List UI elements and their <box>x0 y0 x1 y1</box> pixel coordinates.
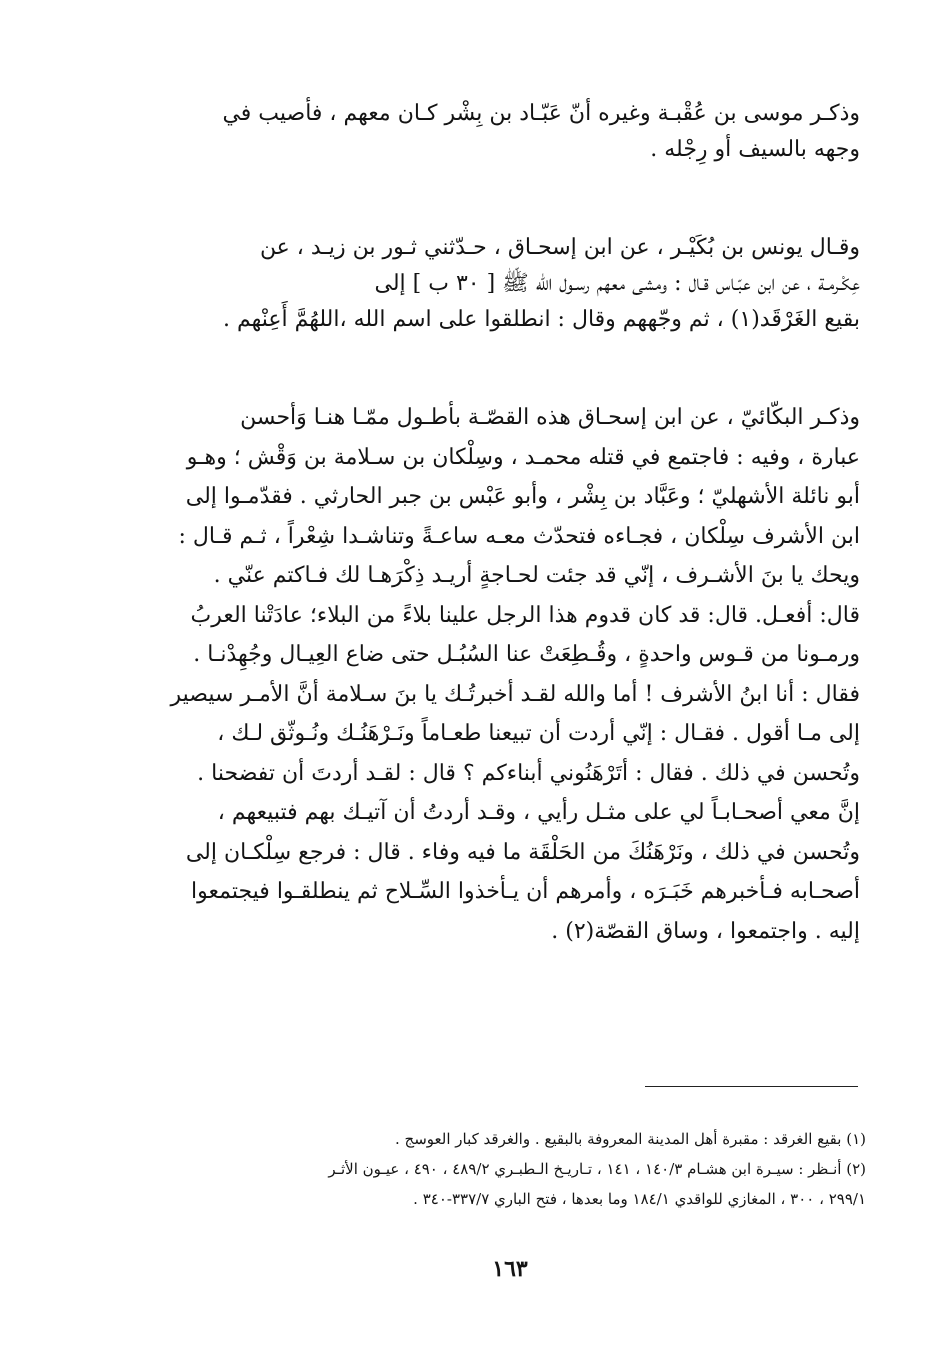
text-line: وجهه بالسيف أو رِجْله . <box>650 137 860 162</box>
text-line: وتُحسن في ذلك . فقال : أتَرْهَنُوني أبناءكم ؟ قال : لقـد أردتَ أن تفضحنا . <box>197 760 860 786</box>
text-line: وذكـر البكّائيّ ، عن ابن إسحـاق هذه القصّـة بأطـول ممّـا هنـا وَأحسن <box>240 405 860 430</box>
paragraph-1 <box>160 96 860 168</box>
text-line: فقال : أنا ابنُ الأشرف ! أما والله لقـد أخبرتُـك يا بنَ سـلامة أنَّ الأمـر سيصير <box>170 681 860 707</box>
text-line: قال: أفعـل. قال: قد كان قدوم هذا الرجل علينا بلاءً من البلاء؛ عادَتْنا العربُ <box>190 602 860 628</box>
text-line: ابن الأشرف سِلْكان ، فجـاءه فتحدّث معـه ساعـةً وتناشـدا شِعْراً ، ثـم قـال : <box>178 523 860 549</box>
text-line: وقـال يونس بن بُكَيْـر ، عن ابن إسحـاق ، حـدّثني ثـور بن زيـد ، عن <box>259 235 860 260</box>
paragraph-3 <box>160 398 860 951</box>
text-line: أبو نائلة الأشهليّ ؛ وعَبَّاد بن بِشْر ، وأبو عَبْس بن جبر الحارثي . فقدّمـوا إلى <box>185 484 860 509</box>
text-line: وذكـر موسى بن عُقْبـة وغيره أنّ عَبّـاد بن بِشْر كـان معهم ، فأصيب في <box>222 101 860 126</box>
footnote-separator <box>645 1086 858 1087</box>
text-line: إنَّ معي أصحـابـاً لي على مثـل رأيي ، وقـد أردتُ أن آتيـك بهم فتبيعهم ، <box>217 800 860 825</box>
text-line: عِكْـرمـة ، عن ابن عبّـاس قـال : ومشى معهم رسـول الله ﷺ [ ٣٠ ب ] إلى <box>374 271 860 296</box>
paragraph-2 <box>160 230 860 338</box>
footnotes <box>160 1124 866 1214</box>
footnote-line: (٢) أنـظر : سيـرة ابن هشـام ١٤٠/٣ ، ١٤١ ، تـاريـخ الـطبـري ٤٨٩/٢ ، ٤٩٠ ، عيـون الأثـر <box>328 1160 866 1178</box>
text-line: عبارة ، وفيه : فاجتمع في قتله محمـد ، وسِلْكان بن سـلامة بن وَقْش ؛ وهـو <box>186 444 860 470</box>
text-line: إلى مـا أقول . فقـال : إنّي أردت أن تبيعنا طعـاماً ونَـرْهَنُـك ونُـوثّق لـك ، <box>217 721 860 746</box>
text-line: ورمـونا من قـوس واحدةٍ ، وقُـطِعَتْ عنا السُبُـل حتى ضاع العِيـال وجُهِدْنـا . <box>193 642 860 667</box>
footnote-line: (١) بقيع الغرقد : مقبرة أهل المدينة المعروفة بالبقيع . والغرقد كبار العوسج . <box>395 1130 866 1148</box>
footnote-line: ٢٩٩/١ ، ٣٠٠ ، المغازي للواقدي ١٨٤/١ وما بعدها ، فتح الباري ٣٣٧/٧-٣٤٠ . <box>413 1190 866 1208</box>
text-line: وتُحسن في ذلك ، ونَرْهَنُكَ من الحَلْقَة ما فيه وفاء . قال : فرجع سِلْكـان إلى <box>185 839 860 865</box>
page-number: ١٦٣ <box>492 1256 528 1282</box>
text-line: ويحك يا بنَ الأشـرف ، إنّي قد جئت لحـاجةٍ أريـد ذِكْرَهـا لك فـاكتم عنّي . <box>213 563 860 588</box>
text-line: أصحـابه فـأخبرهم خَبَـرَه ، وأمرهم أن يـأخذوا السِّـلاح ثم ينطلقـوا فيجتمعوا <box>191 879 860 904</box>
text-line: إليه . واجتمعوا ، وساق القصّة(٢) . <box>551 918 860 944</box>
text-line: بقيع الغَرْقَد(١) ، ثم وجّههم وقال : انطلقوا على اسم الله ،اللهُمَّ أَعِنْهم . <box>222 307 860 332</box>
